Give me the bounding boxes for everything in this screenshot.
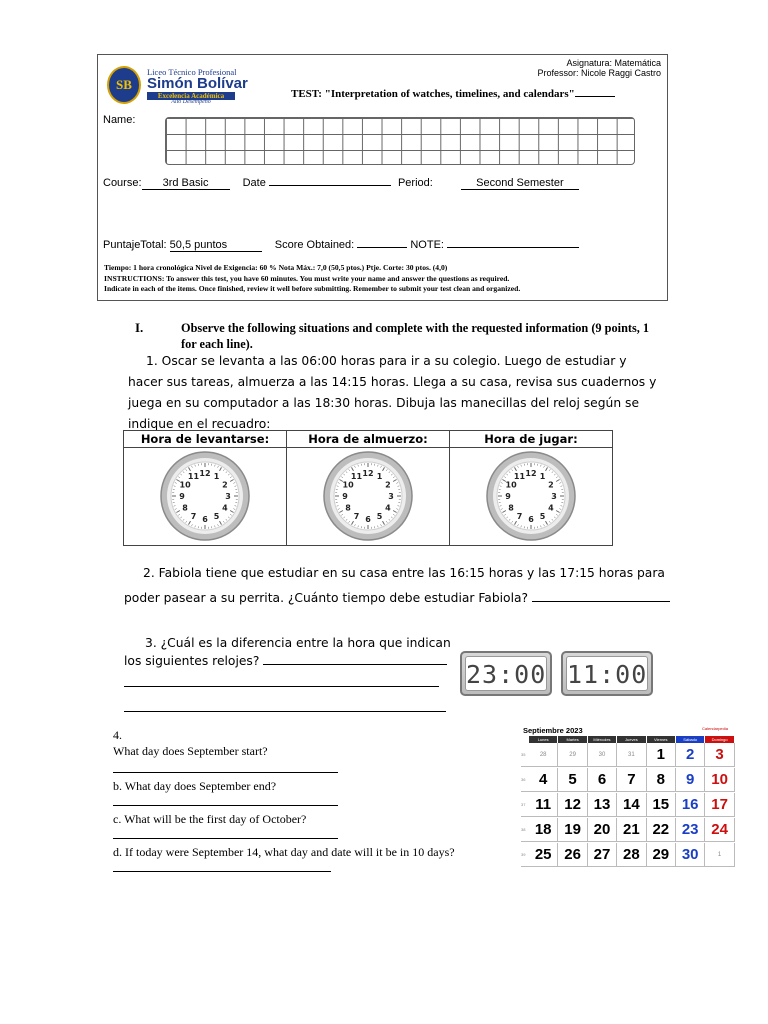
calendar-day: 14 — [617, 793, 646, 817]
clock-number: 9 — [179, 492, 185, 501]
clock-number: 12 — [525, 469, 537, 478]
clock-number: 6 — [365, 515, 371, 524]
period-field[interactable]: Second Semester — [461, 177, 579, 190]
course-row: Course: 3rd Basic Date Period: Second Semester — [103, 177, 579, 190]
calendar-day: 29 — [647, 843, 676, 867]
calendar-day-header: Domingo — [705, 736, 733, 743]
digital-clock-2: 11:00 — [561, 651, 653, 696]
clock-number: 3 — [551, 492, 557, 501]
answer-line-3[interactable] — [263, 664, 447, 665]
school-motto: Excelencia Académica — [147, 92, 235, 100]
date-field[interactable] — [269, 185, 391, 186]
calendar-day: 21 — [617, 818, 646, 842]
score-field[interactable] — [357, 247, 407, 248]
calendar-day: 22 — [647, 818, 676, 842]
calendar-day: 18 — [529, 818, 558, 842]
calendar-day-header: Sábado — [676, 736, 704, 743]
section-number: I. — [135, 320, 144, 335]
clock-number: 10 — [342, 480, 354, 490]
answer-line-4b[interactable] — [113, 805, 338, 806]
clock-number: 3 — [388, 492, 394, 501]
section-title: Observe the following situations and complete with the requested information (9 points, 1 for each line). — [181, 321, 650, 351]
calendar-day: 29 — [558, 743, 587, 767]
calendar-day: 9 — [676, 768, 705, 792]
calendar-day: 26 — [558, 843, 587, 867]
analog-clock-icon[interactable] — [159, 450, 251, 542]
calendar-day: 12 — [558, 793, 587, 817]
clock-number: 5 — [213, 511, 220, 521]
clock-number: 1 — [213, 472, 220, 482]
clock-number: 2 — [385, 480, 391, 490]
answer-line-4a[interactable] — [113, 772, 338, 773]
total-points: 50,5 puntos — [170, 239, 262, 252]
school-tagline: Alto Desempeño — [171, 99, 211, 105]
clock-number: 10 — [179, 480, 191, 490]
calendar-week-number: 39 — [521, 843, 529, 867]
calendar-day: 28 — [617, 843, 646, 867]
clock-number: 11 — [513, 472, 526, 482]
clock-number: 5 — [376, 511, 383, 521]
school-badge-icon: SB — [107, 66, 141, 104]
answer-line-2[interactable] — [532, 601, 670, 602]
calendar-day: 17 — [705, 793, 734, 817]
calendar-day: 6 — [588, 768, 617, 792]
calendar-day: 11 — [529, 793, 558, 817]
clock-number: 4 — [385, 503, 391, 513]
clock-number: 6 — [528, 515, 534, 524]
clock-number: 12 — [199, 469, 211, 478]
calendar-day: 23 — [676, 818, 705, 842]
calendar-day: 1 — [647, 743, 676, 767]
clock-number: 8 — [345, 503, 351, 513]
clock-number: 11 — [350, 472, 363, 482]
calendar-day: 25 — [529, 843, 558, 867]
question-3-cont: los siguientes relojes? — [124, 654, 447, 668]
question-3: 3. ¿Cuál es la diferencia entre la hora que indican — [145, 636, 451, 650]
clock-number: 8 — [508, 503, 514, 513]
school-name: Simón Bolívar — [147, 75, 248, 92]
clock-number: 8 — [182, 503, 188, 513]
calendar-day-header: Miércoles — [588, 736, 616, 743]
calendar-day: 8 — [647, 768, 676, 792]
calendar-day: 2 — [676, 743, 705, 767]
clock-number: 12 — [362, 469, 374, 478]
instructions: Tiempo: 1 hora cronológica Nivel de Exigencia: 60 % Nota Máx.: 7,0 (50,5 ptos.) Ptje. Corte: 30 ptos. (4,0) INSTRUCTIONS: To answer this test, you have 60 minutes. You must write your name and answer the questions as required. Indicate in each of the items. Once finished, review it well before submitting. Remember to submit your test clean and organized. — [104, 263, 521, 293]
question-2: 2. Fabiola tiene que estudiar en su casa entre las 16:15 horas y las 17:15 horas para — [143, 566, 665, 580]
clock-number: 10 — [505, 480, 517, 490]
calendar-day: 20 — [588, 818, 617, 842]
clock-number: 7 — [516, 511, 523, 521]
analog-clock-icon[interactable] — [485, 450, 577, 542]
calendar-day: 5 — [558, 768, 587, 792]
calendar-day: 10 — [705, 768, 734, 792]
question-4: 4. What day does September start? b. What day does September end? c. What will be the first day of October? d. If today were September 14, what day and date will it be in 10 days? — [113, 727, 503, 872]
calendar-day-header: Viernes — [647, 736, 675, 743]
calendar-week-number: 35 — [521, 743, 529, 767]
clock-number: 2 — [548, 480, 554, 490]
answer-line-3b[interactable] — [124, 686, 439, 687]
clock-cell-wakeup: Hora de levantarse: 1 2 3 4 5 6 7 8 9 10 11 12 — [124, 431, 287, 545]
note-field[interactable] — [447, 247, 579, 248]
calendar-week-number: 37 — [521, 793, 529, 817]
calendar-day-headers — [521, 736, 729, 743]
calendar-day: 1 — [705, 843, 734, 867]
clock-cell-lunch: Hora de almuerzo: 1 2 3 4 5 6 7 8 9 10 11 12 — [287, 431, 450, 545]
calendar-day: 19 — [558, 818, 587, 842]
subject-label: Asignatura: Matemática — [566, 58, 661, 68]
question-1: 1. Oscar se levanta a las 06:00 horas para ir a su colegio. Luego de estudiar y hacer sus tareas, almuerza a las 14:15 horas. Llega a su casa, revisa sus cuadernos y juega en su computador a las 18:30 horas. Dibuja las manecillas del reloj según se indique en el recuadro: — [128, 354, 657, 431]
calendar-day: 16 — [676, 793, 705, 817]
calendar-week-number: 36 — [521, 768, 529, 792]
calendar-day: 24 — [705, 818, 734, 842]
clock-number: 6 — [202, 515, 208, 524]
answer-line-4d[interactable] — [113, 871, 331, 872]
analog-clock-icon[interactable] — [322, 450, 414, 542]
calendar-day: 27 — [588, 843, 617, 867]
clock-table — [123, 430, 613, 546]
calendar-day: 30 — [676, 843, 705, 867]
clock-number: 3 — [225, 492, 231, 501]
calendar-grid — [516, 743, 730, 868]
clock-number: 7 — [353, 511, 360, 521]
clock-cell-play: Hora de jugar: 1 2 3 4 5 6 7 8 9 10 11 12 — [450, 431, 612, 545]
school-logo — [107, 66, 248, 106]
answer-line-4c[interactable] — [113, 838, 338, 839]
calendar-day: 30 — [588, 743, 617, 767]
course-field[interactable]: 3rd Basic — [142, 177, 230, 190]
clock-number: 1 — [376, 472, 383, 482]
calendar-day-header: Martes — [558, 736, 586, 743]
question-2-cont: poder pasear a su perrita. ¿Cuánto tiempo debe estudiar Fabiola? — [124, 591, 670, 605]
calendar-day: 15 — [647, 793, 676, 817]
calendar-week-number: 38 — [521, 818, 529, 842]
clock-number: 7 — [190, 511, 197, 521]
clock-number: 4 — [222, 503, 228, 513]
calendar-title: Septiembre 2023 — [523, 726, 583, 735]
professor-label: Professor: Nicole Raggi Castro — [537, 68, 661, 78]
calendar-day: 31 — [617, 743, 646, 767]
answer-line-3c[interactable] — [124, 711, 446, 712]
test-title: TEST: "Interpretation of watches, timelines, and calendars" — [291, 88, 615, 100]
calendar-day-header: Lunes — [529, 736, 557, 743]
clock-number: 11 — [187, 472, 200, 482]
september-calendar — [516, 724, 730, 872]
name-label: Name: — [103, 114, 136, 126]
clock-number: 2 — [222, 480, 228, 490]
score-row: PuntajeTotal: 50,5 puntos Score Obtained: NOTE: — [103, 239, 579, 252]
calendar-day: 7 — [617, 768, 646, 792]
calendar-day: 4 — [529, 768, 558, 792]
clock-number: 9 — [505, 492, 511, 501]
clock-number: 5 — [539, 511, 546, 521]
school-line1: Liceo Técnico Profesional — [147, 67, 237, 77]
digital-clock-1: 23:00 — [460, 651, 552, 696]
calendar-day: 3 — [705, 743, 734, 767]
clock-number: 4 — [548, 503, 554, 513]
calendar-brand: Calendarpedia — [701, 726, 728, 731]
clock-number: 9 — [342, 492, 348, 501]
clock-number: 1 — [539, 472, 546, 482]
name-grid-field[interactable] — [165, 117, 635, 165]
calendar-day: 13 — [588, 793, 617, 817]
calendar-day-header: Jueves — [617, 736, 645, 743]
calendar-day: 28 — [529, 743, 558, 767]
